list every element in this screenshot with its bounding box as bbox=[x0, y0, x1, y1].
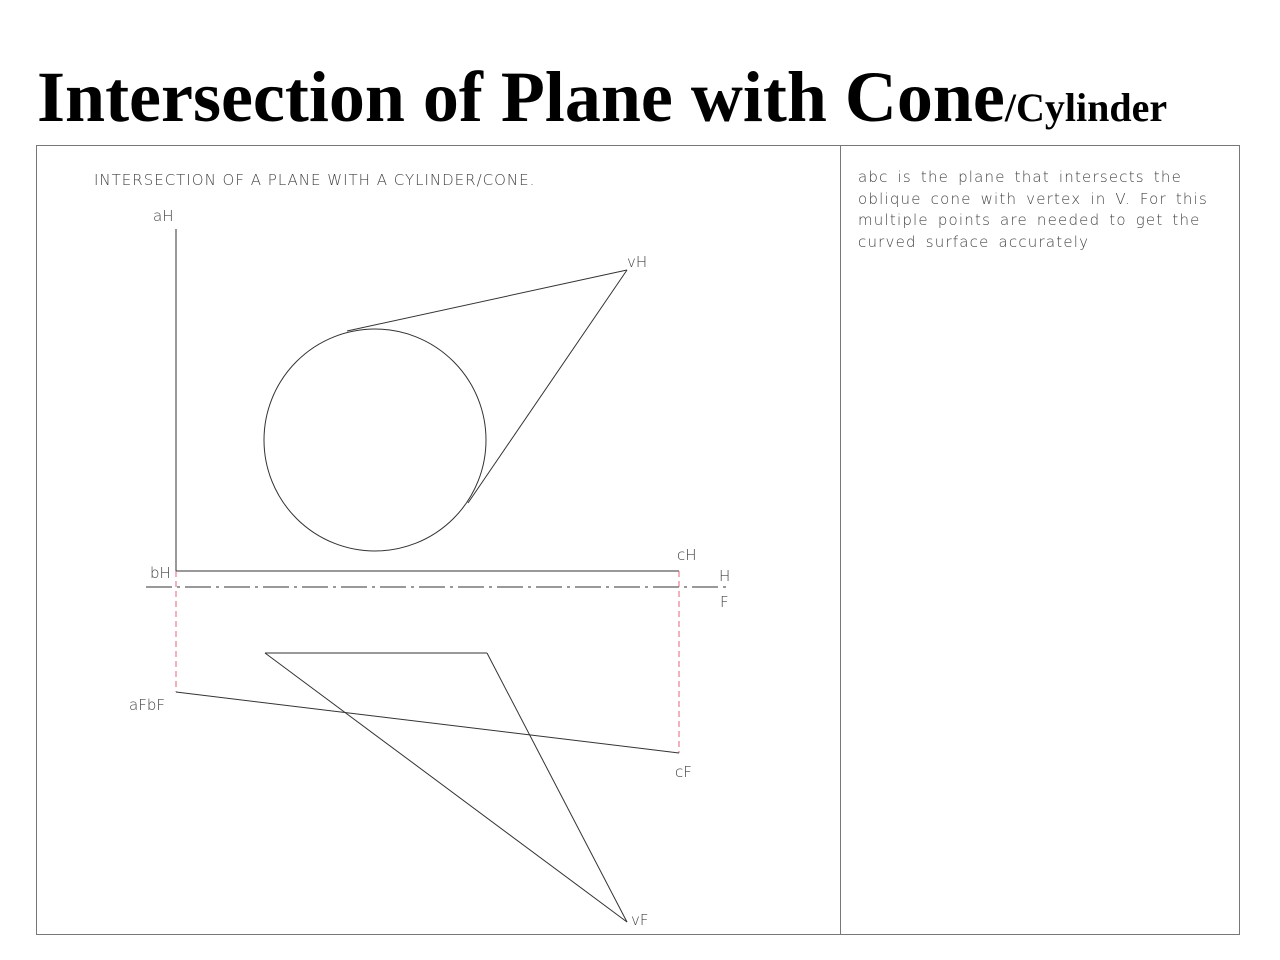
label-aFbF: aFbF bbox=[129, 696, 165, 714]
slide-title bbox=[37, 54, 1167, 151]
label-H: H bbox=[719, 567, 731, 585]
technical-drawing bbox=[36, 145, 1240, 935]
cone-tangent-upper bbox=[347, 270, 627, 331]
cone-generator-right bbox=[487, 653, 627, 922]
label-cF: cF bbox=[675, 763, 692, 781]
cone-generator-left bbox=[265, 653, 627, 922]
title-main: Intersection of Plane with Cone bbox=[37, 57, 1005, 137]
cone-base-circle bbox=[264, 329, 486, 551]
front-view bbox=[176, 653, 679, 922]
projector-lines bbox=[176, 571, 679, 753]
label-vF: vF bbox=[631, 911, 649, 929]
description-note: abc is the plane that intersects the oblique cone with vertex in V. For this multiple points are needed to get the curved surface accurately bbox=[858, 168, 1209, 251]
label-bH: bH bbox=[150, 564, 171, 582]
drawing-heading: INTERSECTION OF A PLANE WITH A CYLINDER/CONE. bbox=[94, 171, 536, 189]
label-cH: cH bbox=[677, 546, 697, 564]
top-view bbox=[176, 229, 679, 571]
title-suffix: /Cylinder bbox=[1004, 85, 1168, 130]
cone-tangent-lower bbox=[468, 270, 627, 503]
point-labels bbox=[129, 207, 730, 929]
drawing-frame bbox=[36, 145, 1240, 935]
label-F: F bbox=[720, 593, 729, 611]
plane-trace-front bbox=[176, 692, 679, 753]
label-aH: aH bbox=[153, 207, 174, 225]
label-vH: vH bbox=[627, 253, 648, 271]
